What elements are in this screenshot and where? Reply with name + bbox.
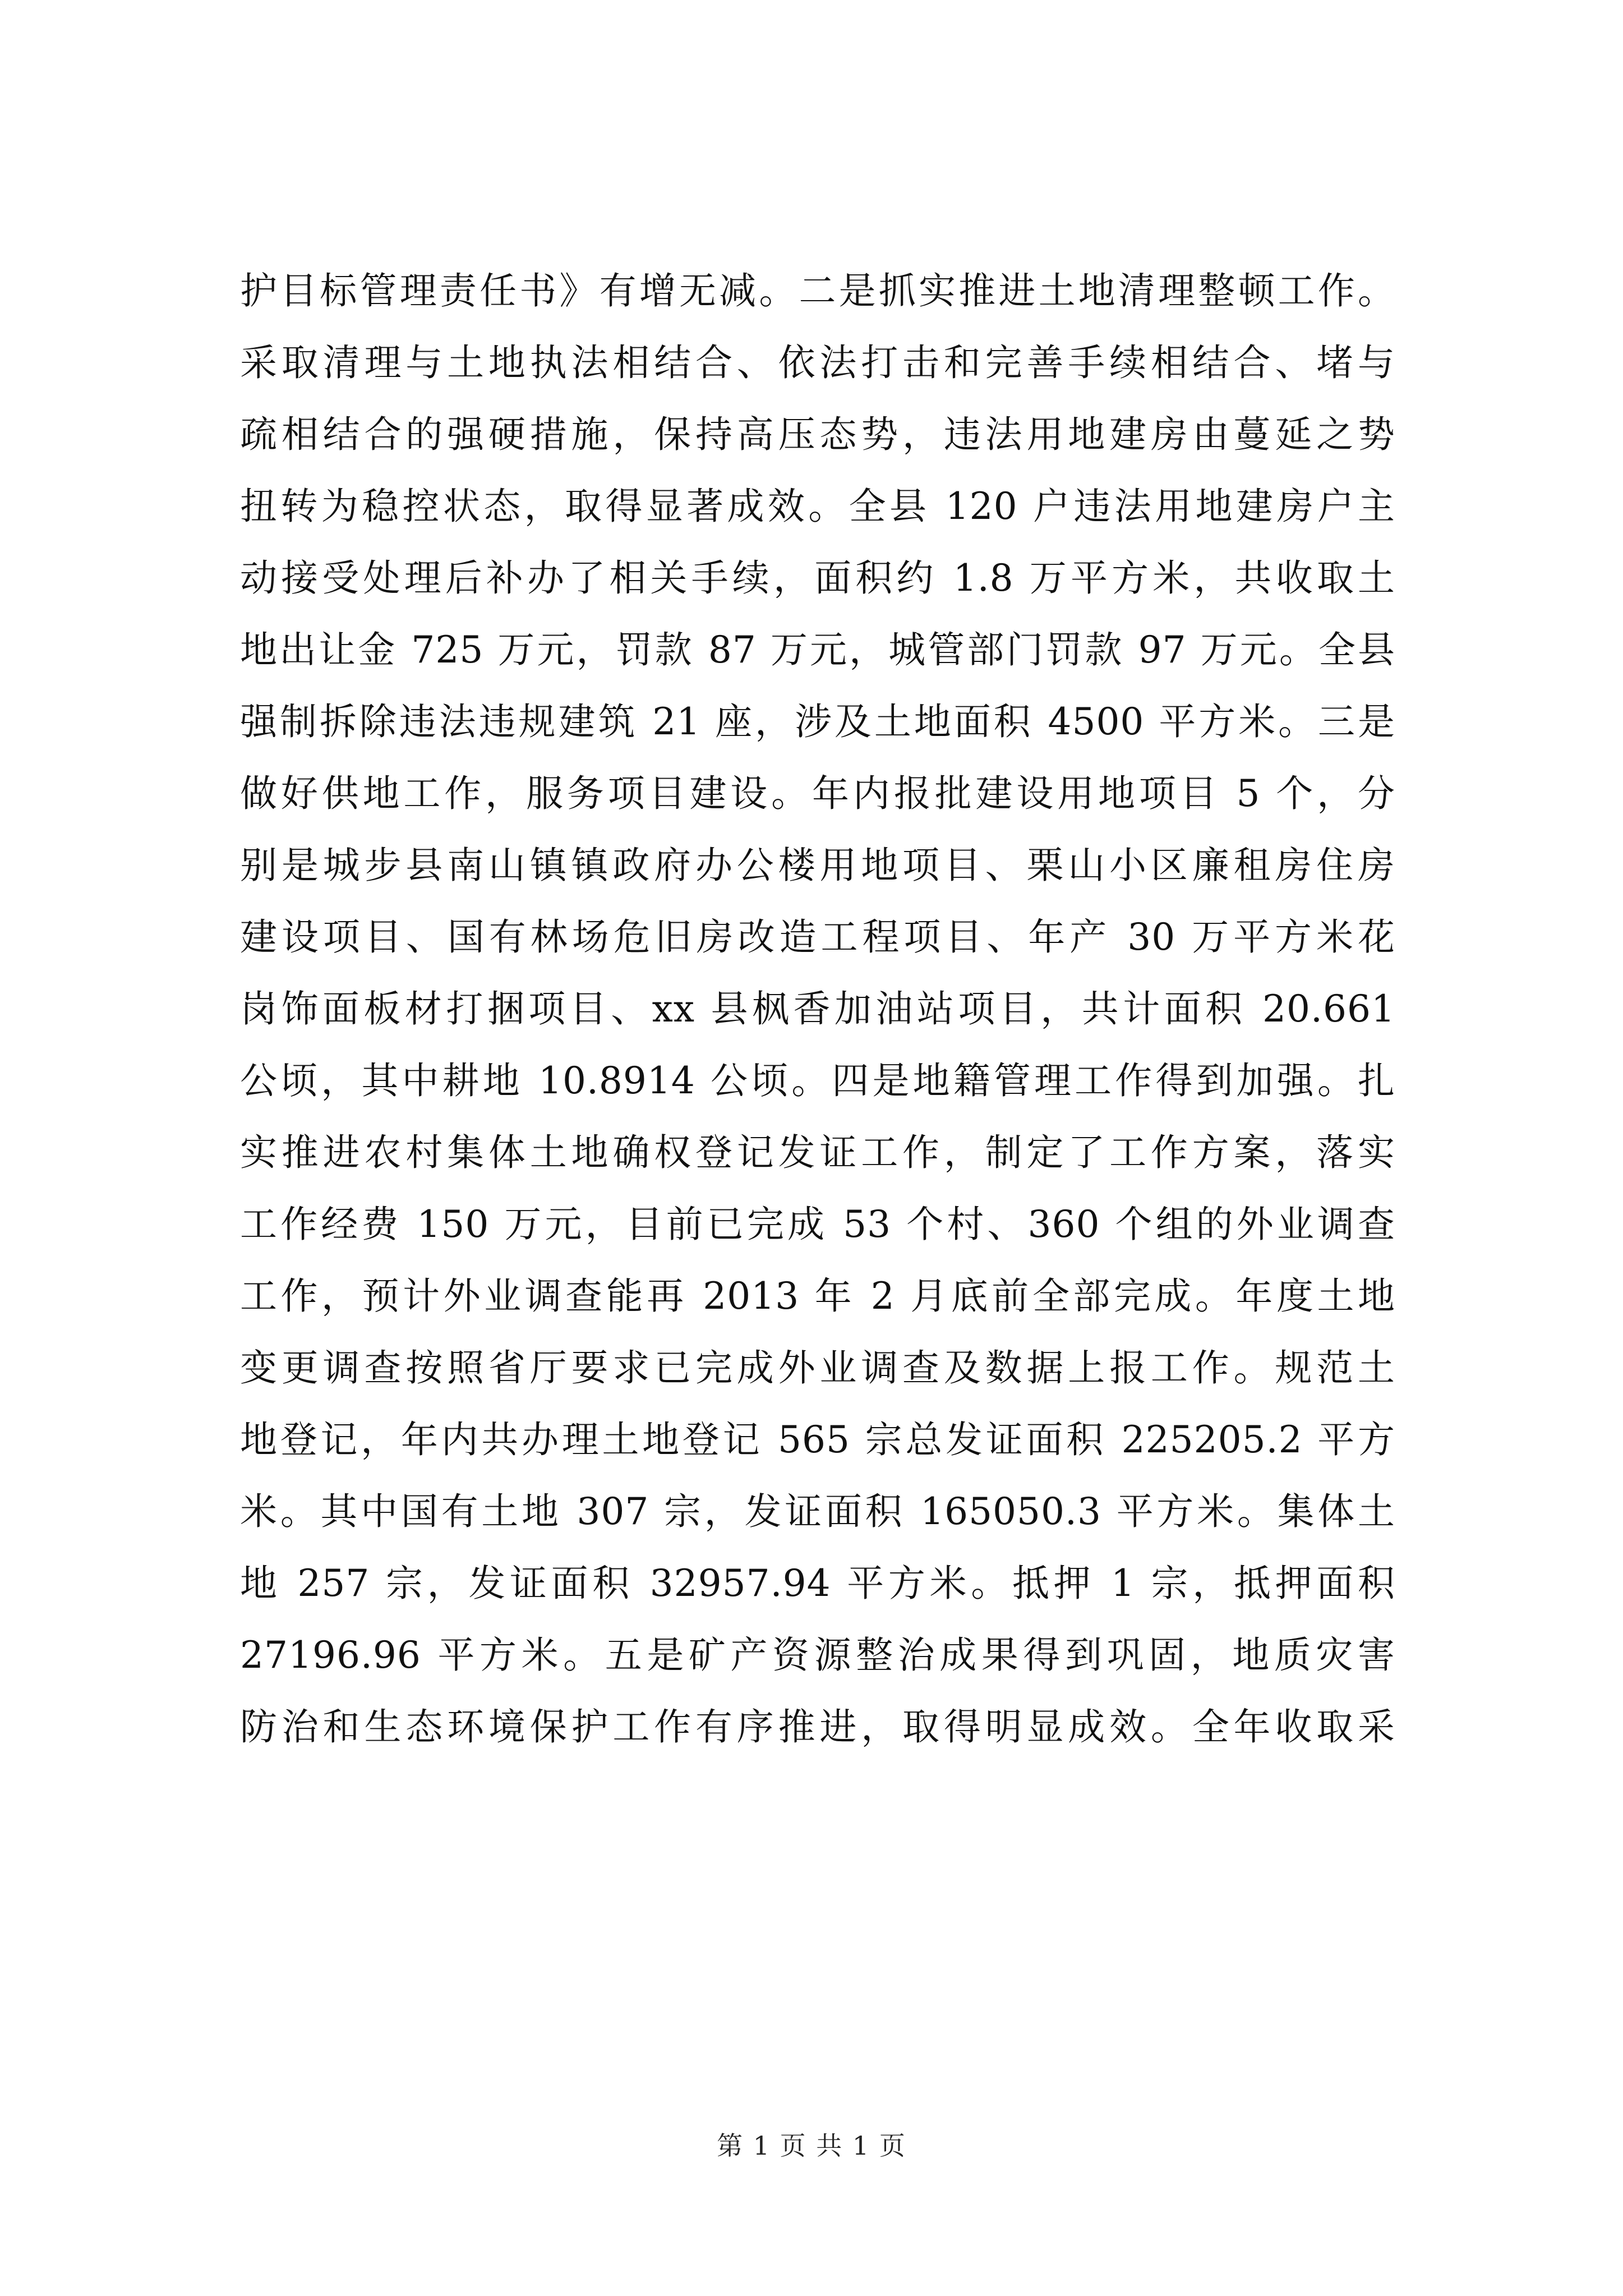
text-line: 做好供地工作，服务项目建设。年内报批建设用地项目 5 个，分 [240, 772, 1395, 815]
text-line: 扭转为稳控状态，取得显著成效。全县 120 户违法用地建房户主 [240, 485, 1395, 528]
page-footer: 第 1 页 共 1 页 [717, 2131, 906, 2161]
text-line: 地出让金 725 万元，罚款 87 万元，城管部门罚款 97 万元。全县 [240, 628, 1395, 671]
text-line: 动接受处理后补办了相关手续，面积约 1.8 万平方米，共收取土 [240, 556, 1395, 600]
text-line: 地登记，年内共办理土地登记 565 宗总发证面积 225205.2 平方 [240, 1418, 1395, 1461]
text-line: 27196.96 平方米。五是矿产资源整治成果得到巩固，地质灾害 [240, 1634, 1395, 1677]
text-line: 别是城步县南山镇镇政府办公楼用地项目、栗山小区廉租房住房 [240, 844, 1395, 887]
text-line: 变更调查按照省厅要求已完成外业调查及数据上报工作。规范土 [240, 1346, 1395, 1389]
text-line: 公顷，其中耕地 10.8914 公顷。四是地籍管理工作得到加强。扎 [240, 1059, 1395, 1102]
text-line: 疏相结合的强硬措施，保持高压态势，违法用地建房由蔓延之势 [240, 413, 1395, 456]
text-line: 建设项目、国有林场危旧房改造工程项目、年产 30 万平方米花 [240, 915, 1395, 959]
text-line: 工作，预计外业调查能再 2013 年 2 月底前全部完成。年度土地 [240, 1274, 1395, 1318]
text-line: 地 257 宗，发证面积 32957.94 平方米。抵押 1 宗，抵押面积 [240, 1562, 1395, 1605]
text-line: 采取清理与土地执法相结合、依法打击和完善手续相结合、堵与 [240, 341, 1395, 384]
text-line: 护目标管理责任书》有增无减。二是抓实推进土地清理整顿工作。 [240, 269, 1395, 312]
text-line: 米。其中国有土地 307 宗，发证面积 165050.3 平方米。集体土 [240, 1490, 1395, 1533]
text-line: 强制拆除违法违规建筑 21 座，涉及土地面积 4500 平方米。三是 [240, 700, 1395, 743]
text-line: 实推进农村集体土地确权登记发证工作，制定了工作方案，落实 [240, 1131, 1395, 1174]
body-text [240, 255, 1395, 1763]
text-line: 岗饰面板材打捆项目、xx 县枫香加油站项目，共计面积 20.661 [240, 987, 1395, 1030]
text-line: 工作经费 150 万元，目前已完成 53 个村、360 个组的外业调查 [240, 1203, 1395, 1246]
text-line: 防治和生态环境保护工作有序推进，取得明显成效。全年收取采 [240, 1705, 1395, 1749]
